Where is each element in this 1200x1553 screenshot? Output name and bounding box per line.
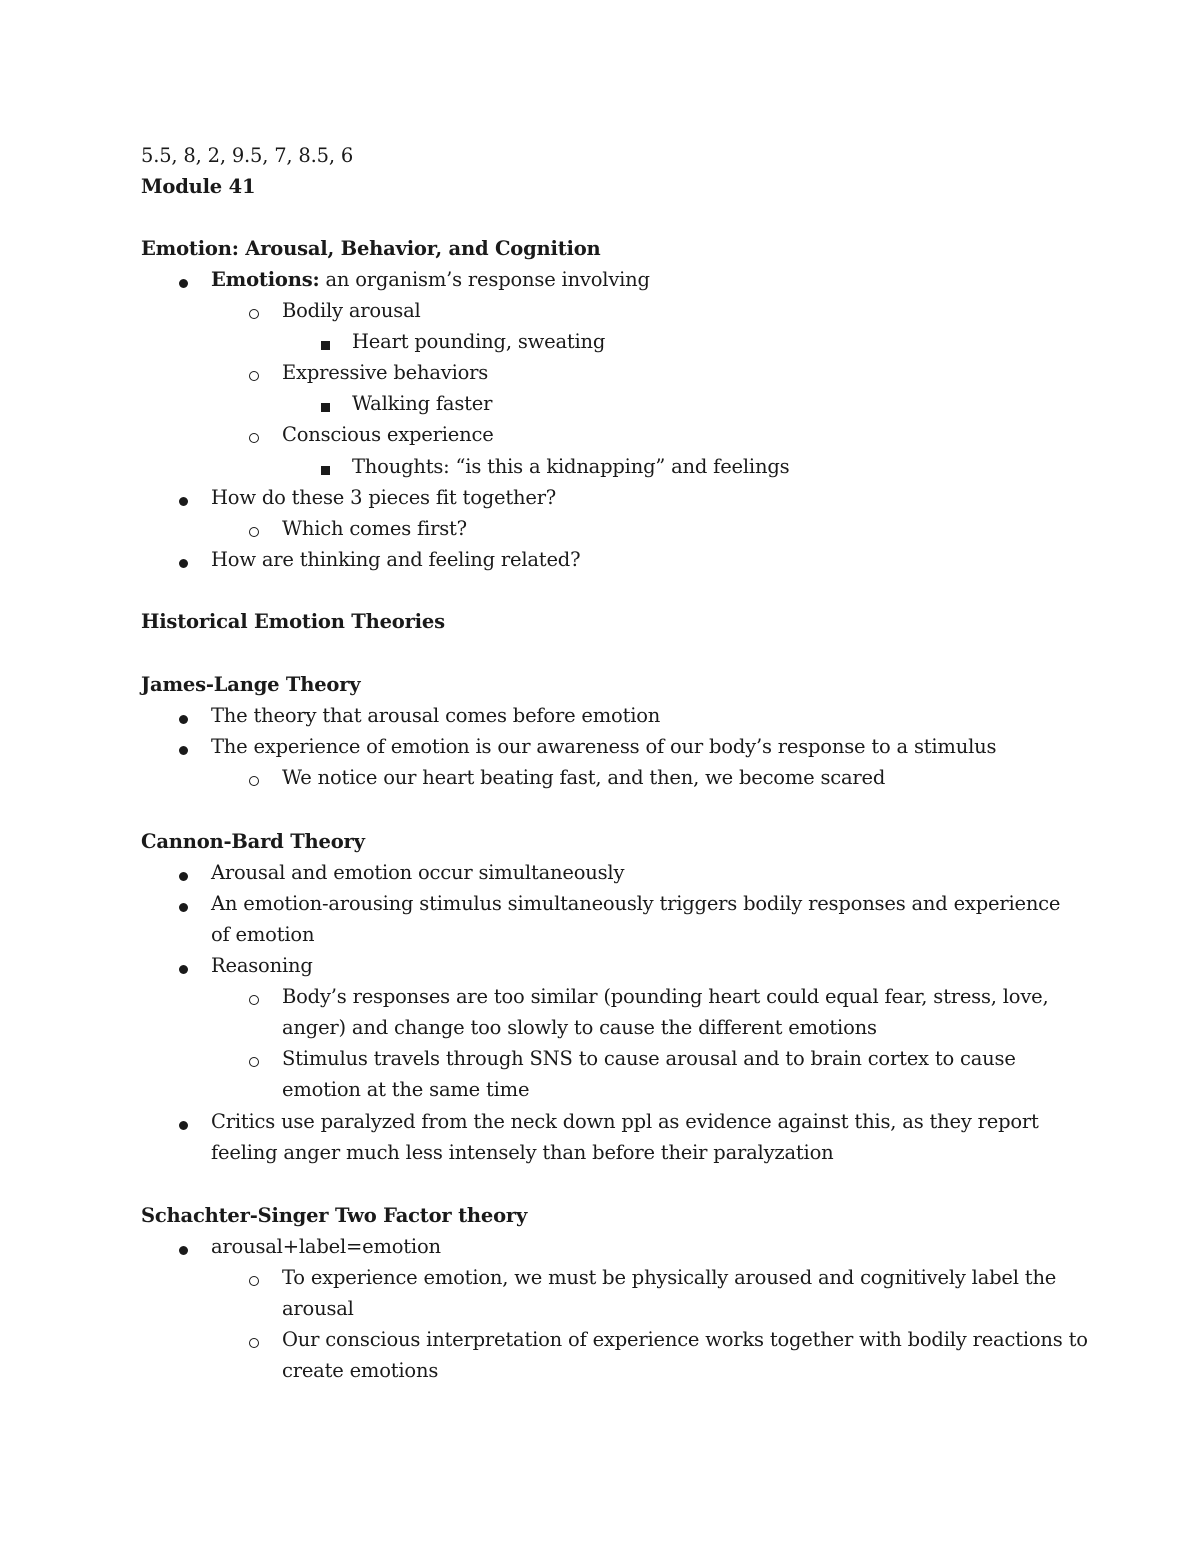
list-item-continuation: create emotions xyxy=(282,1359,439,1382)
list-item-continuation: arousal xyxy=(282,1297,354,1320)
list-item: Stimulus travels through SNS to cause arousal and to brain cortex to cause xyxy=(282,1047,1016,1070)
circle-bullet-icon xyxy=(249,995,259,1005)
list-item-continuation: emotion at the same time xyxy=(282,1078,530,1101)
bullet-icon xyxy=(179,1121,188,1130)
circle-bullet-icon xyxy=(249,309,259,319)
list-item: To experience emotion, we must be physically aroused and cognitively label the xyxy=(282,1266,1057,1289)
list-item: Expressive behaviors xyxy=(282,361,489,384)
bullet-icon xyxy=(179,903,188,912)
section-heading-historical: Historical Emotion Theories xyxy=(141,610,445,633)
list-item: Thoughts: “is this a kidnapping” and feelings xyxy=(352,455,790,478)
list-item: Critics use paralyzed from the neck down ppl as evidence against this, as they report xyxy=(211,1110,1039,1133)
list-item: arousal+label=emotion xyxy=(211,1235,441,1258)
list-item-continuation: of emotion xyxy=(211,923,315,946)
list-item xyxy=(211,264,650,295)
circle-bullet-icon xyxy=(249,433,259,443)
bullet-icon xyxy=(179,965,188,974)
list-item: Body’s responses are too similar (pounding heart could equal fear, stress, love, xyxy=(282,985,1049,1008)
circle-bullet-icon xyxy=(249,1057,259,1067)
list-item-continuation: feeling anger much less intensely than before their paralyzation xyxy=(211,1141,834,1164)
bullet-icon xyxy=(179,497,188,506)
list-item: The theory that arousal comes before emotion xyxy=(211,704,661,727)
list-item: Our conscious interpretation of experience works together with bodily reactions to xyxy=(282,1328,1088,1351)
circle-bullet-icon xyxy=(249,1276,259,1286)
bullet-icon xyxy=(179,559,188,568)
bullet-icon xyxy=(179,746,188,755)
numbers-line: 5.5, 8, 2, 9.5, 7, 8.5, 6 xyxy=(141,144,354,167)
circle-bullet-icon xyxy=(249,776,259,786)
bullet-icon xyxy=(179,872,188,881)
list-item: Arousal and emotion occur simultaneously xyxy=(211,861,625,884)
section-heading-cannon-bard: Cannon-Bard Theory xyxy=(141,830,365,853)
section-heading-james-lange: James-Lange Theory xyxy=(141,673,361,696)
bullet-icon xyxy=(179,715,188,724)
circle-bullet-icon xyxy=(249,371,259,381)
bullet-icon xyxy=(179,1246,188,1255)
list-item-continuation: anger) and change too slowly to cause the different emotions xyxy=(282,1016,877,1039)
term-label: Emotions: xyxy=(211,268,320,291)
section-heading-emotion: Emotion: Arousal, Behavior, and Cognition xyxy=(141,237,601,260)
list-item: Which comes first? xyxy=(282,517,467,540)
list-item: Heart pounding, sweating xyxy=(352,330,606,353)
list-item: The experience of emotion is our awareness of our body’s response to a stimulus xyxy=(211,735,997,758)
list-item: Reasoning xyxy=(211,954,313,977)
list-item: Bodily arousal xyxy=(282,299,421,322)
section-heading-schachter-singer: Schachter-Singer Two Factor theory xyxy=(141,1204,528,1227)
list-item: An emotion-arousing stimulus simultaneously triggers bodily responses and experience xyxy=(211,892,1061,915)
square-bullet-icon xyxy=(321,466,330,475)
list-item: Walking faster xyxy=(352,392,493,415)
list-item: Conscious experience xyxy=(282,423,494,446)
list-item: How are thinking and feeling related? xyxy=(211,548,581,571)
term-definition: an organism’s response involving xyxy=(319,268,650,291)
bullet-icon xyxy=(179,279,188,288)
square-bullet-icon xyxy=(321,341,330,350)
module-title: Module 41 xyxy=(141,175,256,198)
list-item: We notice our heart beating fast, and then, we become scared xyxy=(282,766,886,789)
circle-bullet-icon xyxy=(249,527,259,537)
square-bullet-icon xyxy=(321,403,330,412)
circle-bullet-icon xyxy=(249,1338,259,1348)
list-item: How do these 3 pieces fit together? xyxy=(211,486,557,509)
